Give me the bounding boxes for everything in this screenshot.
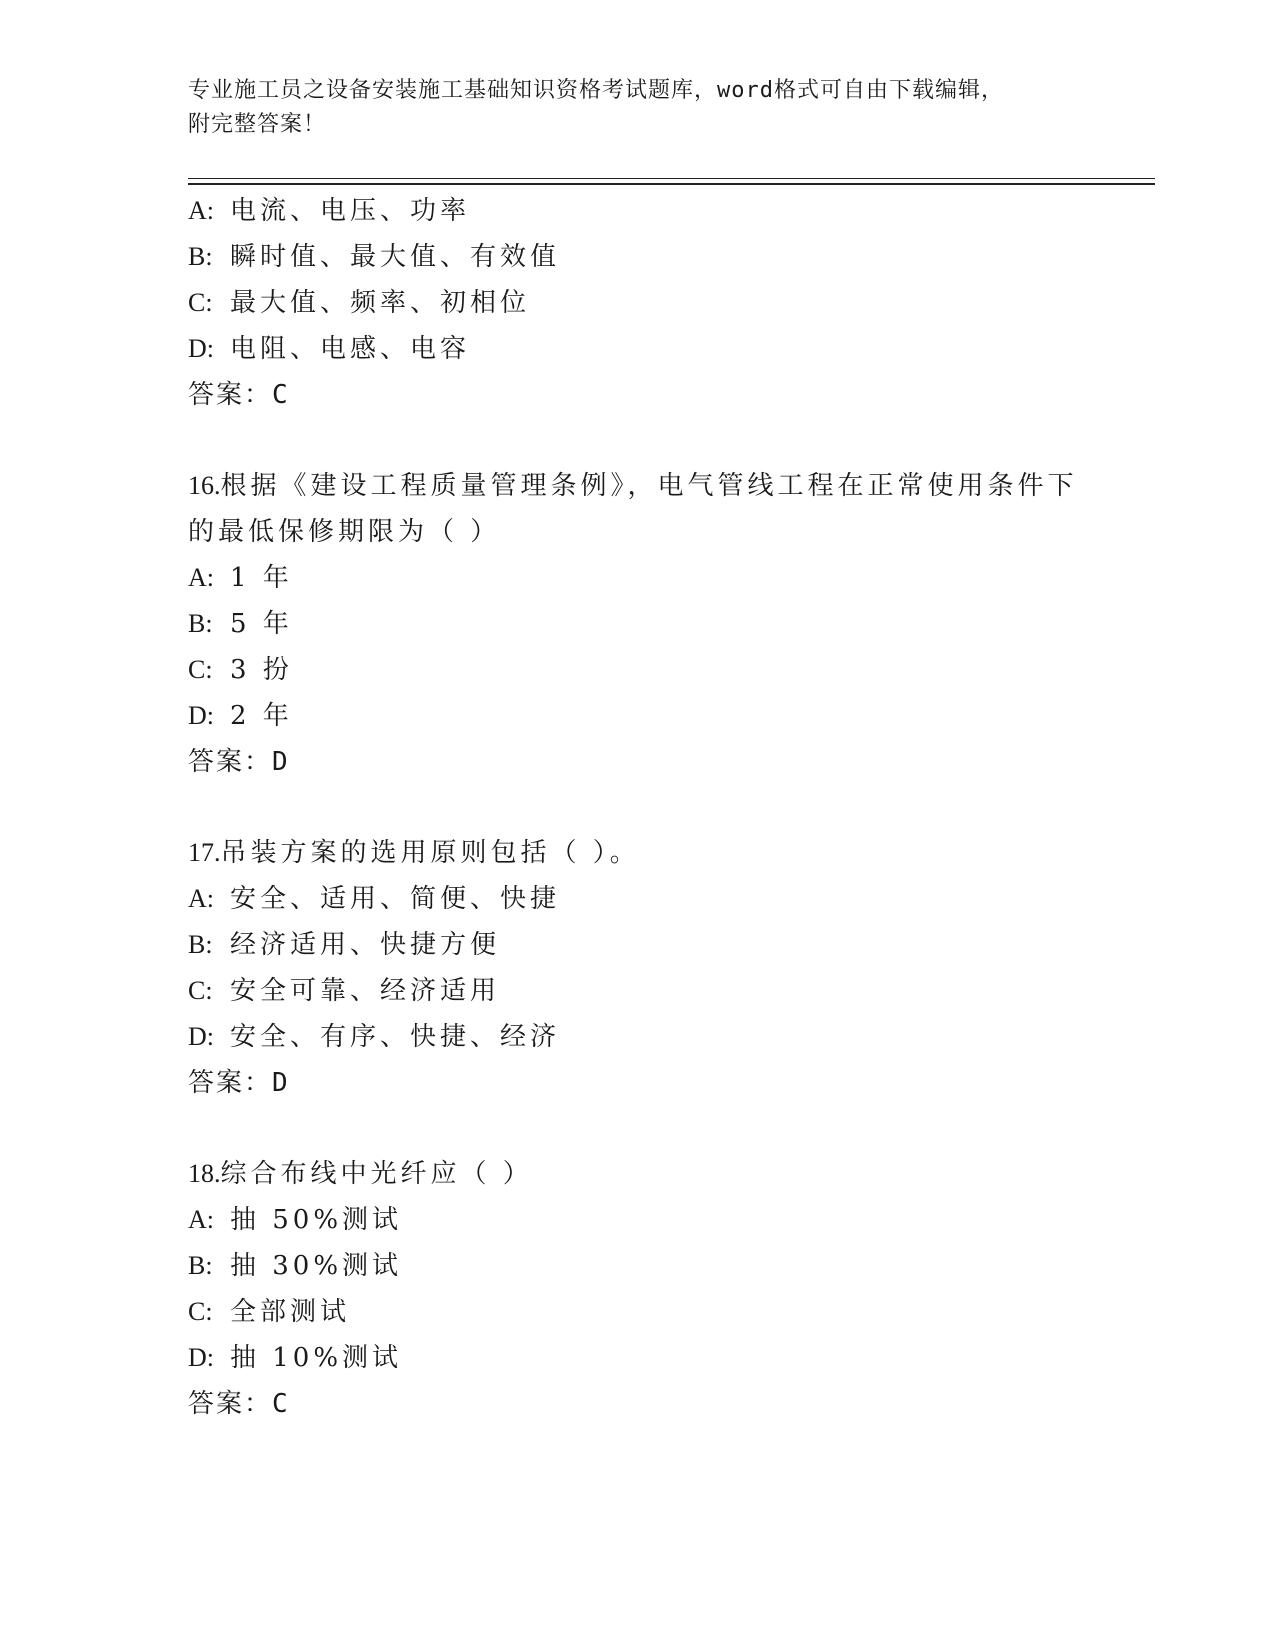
question-text-line-1 [188,463,1148,509]
question-text-line-1 [188,830,1148,876]
answer-line [188,372,1148,418]
option-text: 经济适用、快捷方便 [230,930,501,960]
answer-line [188,1381,1148,1427]
option-text: 安全、适用、简便、快捷 [230,884,561,914]
option-d [188,1014,1148,1060]
option-c [188,280,1148,326]
option-a [188,188,1148,234]
question-list [188,188,1148,1427]
answer-label: 答案： [188,380,273,410]
option-d [188,693,1148,739]
question-text-line-1 [188,1151,1148,1197]
option-text: 5 年 [230,609,293,639]
option-key: D: [188,1343,214,1372]
option-a [188,555,1148,601]
answer-line [188,739,1148,785]
question-number: 17. [188,838,221,867]
question-block-15-continued [188,188,1148,418]
option-key: D: [188,1022,214,1051]
option-key: B: [188,609,213,638]
question-text: 吊装方案的选用原则包括（ ）。 [220,838,640,868]
option-text: 3 扮 [230,655,293,685]
question-text-line-2: 的最低保修期限为（ ） [188,517,501,547]
option-key: C: [188,1297,213,1326]
answer-label: 答案： [188,747,273,777]
option-text: 2 年 [230,701,293,731]
option-text: 安全、有序、快捷、经济 [230,1022,561,1052]
header-divider-thick [188,183,1155,185]
option-key: A: [188,196,214,225]
option-key: B: [188,930,213,959]
option-key: B: [188,1251,213,1280]
option-key: C: [188,976,213,1005]
option-text: 安全可靠、经济适用 [230,976,501,1006]
question-text: 综合布线中光纤应（ ） [220,1159,533,1189]
option-c [188,647,1148,693]
option-d [188,326,1148,372]
option-b [188,601,1148,647]
option-key: D: [188,701,214,730]
answer-value: D [272,747,290,777]
answer-value: C [272,380,290,410]
spacer [188,1106,1148,1151]
answer-label: 答案： [188,1068,273,1098]
option-key: A: [188,563,214,592]
option-key: A: [188,884,214,913]
option-text: 1 年 [230,563,293,593]
option-b [188,1243,1148,1289]
option-b [188,234,1148,280]
option-text: 瞬时值、最大值、有效值 [230,242,561,272]
option-d [188,1335,1148,1381]
question-block-18 [188,1151,1148,1427]
option-text: 全部测试 [230,1297,351,1327]
option-text: 最大值、频率、初相位 [230,288,531,318]
question-text: 根据《建设工程质量管理条例》，电气管线工程在正常使用条件下 [220,471,1078,501]
option-text: 电阻、电感、电容 [230,334,471,364]
header-line-2: 附完整答案！ [188,112,327,137]
option-key: C: [188,288,213,317]
option-text: 抽 30%测试 [230,1251,403,1281]
option-b [188,922,1148,968]
option-key: B: [188,242,213,271]
answer-value: C [272,1389,290,1419]
option-text: 电流、电压、功率 [230,196,471,226]
header-line-1: 专业施工员之设备安装施工基础知识资格考试题库，word格式可自由下载编辑， [188,78,1004,103]
spacer [188,418,1148,463]
header-divider-thin [188,178,1155,179]
option-text: 抽 10%测试 [230,1343,403,1373]
option-key: C: [188,655,213,684]
option-text: 抽 50%测试 [230,1205,403,1235]
option-key: A: [188,1205,214,1234]
option-key: D: [188,334,214,363]
option-a [188,1197,1148,1243]
question-number: 18. [188,1159,221,1188]
document-header [188,74,1088,142]
answer-value: D [272,1068,290,1098]
question-block-16 [188,463,1148,785]
option-a [188,876,1148,922]
option-c [188,1289,1148,1335]
option-c [188,968,1148,1014]
question-number: 16. [188,471,221,500]
question-block-17 [188,830,1148,1106]
answer-line [188,1060,1148,1106]
answer-label: 答案： [188,1389,273,1419]
spacer [188,785,1148,830]
